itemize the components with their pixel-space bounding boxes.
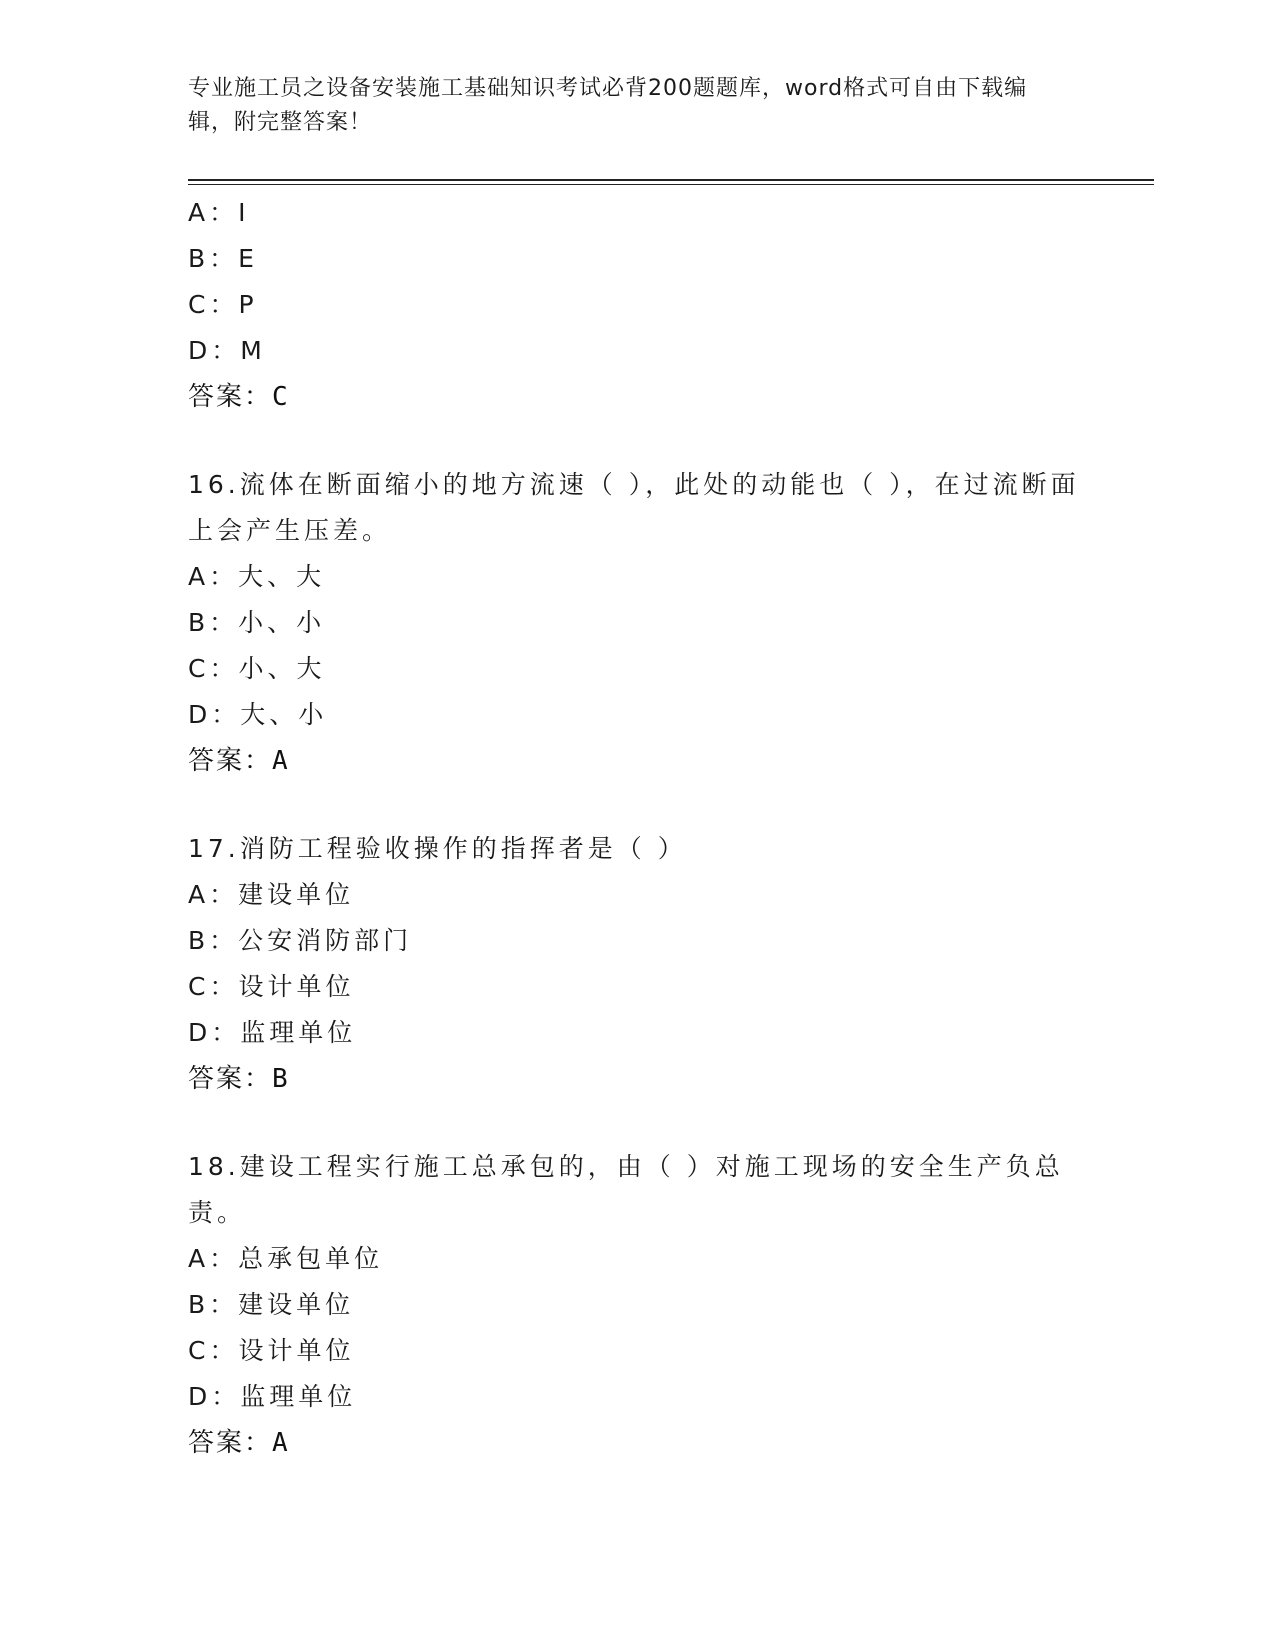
option-label: D： — [188, 1382, 241, 1411]
answer-value: A — [272, 1428, 290, 1458]
option-c — [188, 282, 1088, 328]
option-label: D： — [188, 1018, 241, 1047]
answer-label: 答案： — [188, 746, 273, 776]
option-text: 设计单位 — [238, 972, 355, 1001]
option-label: C： — [188, 972, 239, 1001]
option-text: 监理单位 — [240, 1382, 357, 1411]
option-c — [188, 1328, 1088, 1374]
answer-label: 答案： — [188, 1064, 273, 1094]
answer-line — [188, 1420, 1088, 1466]
option-a — [188, 1236, 1088, 1282]
option-c — [188, 646, 1088, 692]
question-18 — [188, 1144, 1088, 1466]
option-label: A： — [188, 198, 239, 227]
option-label: D： — [188, 336, 241, 365]
option-c — [188, 964, 1088, 1010]
option-label: B： — [188, 608, 239, 637]
option-text: 总承包单位 — [238, 1244, 384, 1273]
option-label: D： — [188, 700, 241, 729]
option-label: C： — [188, 1336, 239, 1365]
option-text: 大、大 — [238, 562, 326, 591]
option-text: 监理单位 — [240, 1018, 357, 1047]
option-a — [188, 554, 1088, 600]
option-text: M — [240, 336, 266, 365]
option-text: 建设单位 — [238, 880, 355, 909]
option-label: A： — [188, 880, 239, 909]
option-text: 小、小 — [238, 608, 326, 637]
option-b — [188, 1282, 1088, 1328]
option-label: B： — [188, 244, 239, 273]
question-stem: 17.消防工程验收操作的指挥者是（ ） — [188, 834, 687, 863]
option-label: C： — [188, 290, 239, 319]
header-divider — [188, 179, 1154, 181]
option-d — [188, 328, 1088, 374]
option-text: 建设单位 — [238, 1290, 355, 1319]
document-header: 专业施工员之设备安装施工基础知识考试必背200题题库，word格式可自由下载编辑，附完整答案！ — [188, 76, 1028, 135]
answer-value: B — [272, 1064, 290, 1094]
question-stem: 16.流体在断面缩小的地方流速（ ），此处的动能也（ ），在过流断面上会产生压差。 — [188, 470, 1080, 545]
answer-label: 答案： — [188, 1428, 273, 1458]
option-label: B： — [188, 1290, 239, 1319]
answer-line — [188, 738, 1088, 784]
question-17 — [188, 826, 1088, 1102]
option-text: 小、大 — [238, 654, 326, 683]
option-label: A： — [188, 1244, 239, 1273]
option-label: A： — [188, 562, 239, 591]
question-list — [188, 190, 1088, 1466]
answer-value: C — [272, 382, 290, 412]
option-text: 设计单位 — [238, 1336, 355, 1365]
answer-line — [188, 374, 1088, 420]
option-a — [188, 190, 1088, 236]
option-text: P — [238, 290, 258, 319]
question-stem: 18.建设工程实行施工总承包的，由（ ）对施工现场的安全生产负总责。 — [188, 1152, 1064, 1227]
option-text: E — [238, 244, 258, 273]
option-d — [188, 692, 1088, 738]
answer-value: A — [272, 746, 290, 776]
option-d — [188, 1374, 1088, 1420]
option-b — [188, 600, 1088, 646]
option-d — [188, 1010, 1088, 1056]
option-label: B： — [188, 926, 239, 955]
option-text: I — [238, 198, 250, 227]
question-15-continued — [188, 190, 1088, 420]
question-16 — [188, 462, 1088, 784]
option-b — [188, 236, 1088, 282]
option-label: C： — [188, 654, 239, 683]
option-a — [188, 872, 1088, 918]
option-text: 公安消防部门 — [238, 926, 413, 955]
option-b — [188, 918, 1088, 964]
answer-label: 答案： — [188, 382, 273, 412]
answer-line — [188, 1056, 1088, 1102]
option-text: 大、小 — [240, 700, 328, 729]
